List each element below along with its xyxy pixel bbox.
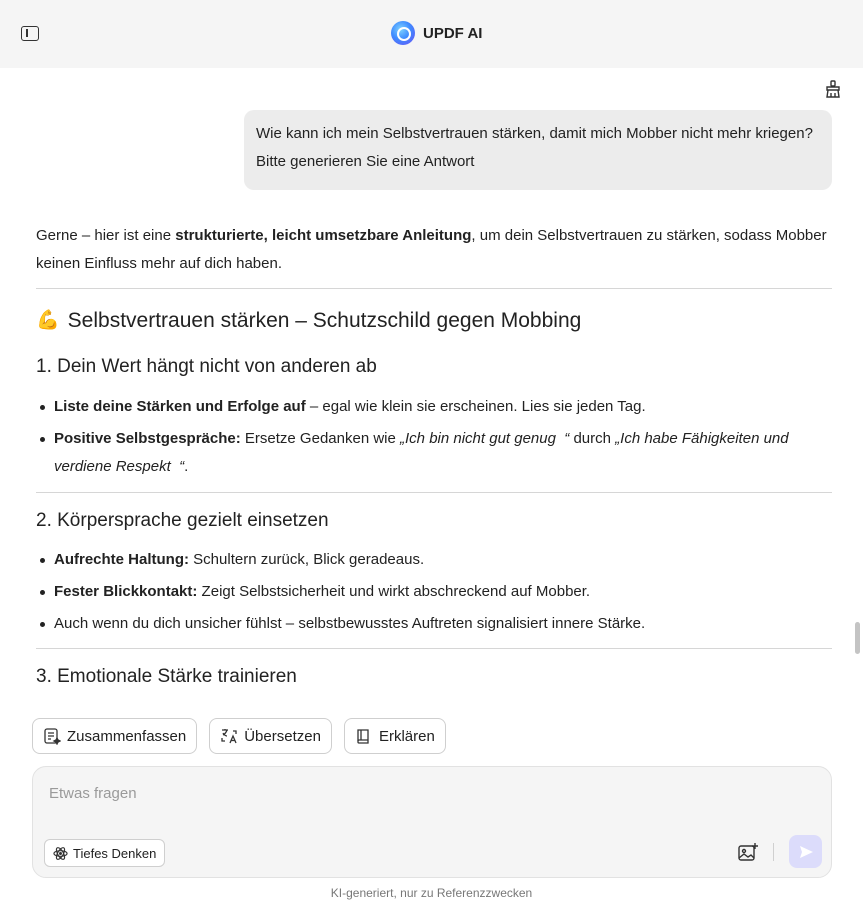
item-bold: Positive Selbstgespräche:: [54, 430, 241, 447]
sidebar-toggle-icon[interactable]: [21, 26, 39, 41]
user-message-line: Wie kann ich mein Selbstvertrauen stärken, damit mich Mobber nicht mehr kriegen?: [256, 125, 813, 142]
separator: [773, 843, 774, 861]
updf-logo-icon: [391, 21, 415, 45]
heading-text: Selbstvertrauen stärken – Schutzschild gegen Mobbing: [67, 309, 582, 332]
atom-icon: [53, 846, 68, 861]
divider: [36, 288, 832, 289]
app-header: [0, 0, 863, 68]
list-item: [36, 546, 832, 574]
book-icon: [355, 727, 373, 745]
item-text: durch: [569, 430, 616, 447]
item-quote: „Ich habe Fähigkeiten und verdiene Respekt “: [54, 430, 789, 475]
section-title: 2. Körpersprache gezielt einsetzen: [36, 510, 329, 531]
translate-button[interactable]: [209, 718, 332, 754]
app-title: UPDF AI: [423, 24, 483, 42]
item-text: .: [184, 458, 189, 475]
intro-text: , um dein Selbstvertrauen zu stärken, sodass Mobber keinen Einfluss mehr auf dich haben.: [36, 227, 827, 272]
bullet-list: [36, 546, 832, 638]
item-bold: Fester Blickkontakt:: [54, 583, 198, 600]
explain-button[interactable]: [344, 718, 446, 754]
ask-input[interactable]: [49, 785, 809, 825]
translate-label: Übersetzen: [244, 727, 321, 745]
item-bold: Liste deine Stärken und Erfolge auf: [54, 398, 306, 415]
list-item: [36, 425, 832, 481]
explain-label: Erklären: [378, 727, 435, 745]
section-title: 3. Emotionale Stärke trainieren: [36, 666, 297, 687]
summarize-label: Zusammenfassen: [67, 727, 187, 745]
section-title: 1. Dein Wert hängt nicht von anderen ab: [36, 356, 377, 377]
quick-actions: [32, 718, 446, 754]
translate-icon: [220, 727, 238, 745]
scrollbar-thumb[interactable]: [855, 622, 860, 654]
item-text: Ersetze Gedanken wie: [240, 430, 401, 447]
answer-heading: [36, 306, 832, 336]
item-bold: Aufrechte Haltung:: [54, 551, 189, 568]
list-item: [36, 578, 832, 606]
disclaimer: KI-generiert, nur zu Referenzzwecken: [330, 886, 533, 900]
user-message-line: Bitte generieren Sie eine Antwort: [256, 153, 475, 170]
item-text: Zeigt Selbstsicherheit und wirkt abschreckend auf Mobber.: [197, 583, 591, 600]
image-upload-icon[interactable]: [737, 841, 759, 863]
send-button[interactable]: [789, 835, 822, 868]
list-item: [36, 610, 832, 638]
summarize-button[interactable]: [32, 718, 197, 754]
deep-thinking-label: Tiefes Denken: [73, 845, 157, 861]
divider: [36, 492, 832, 493]
item-text: – egal wie klein sie erscheinen. Lies sie jeden Tag.: [305, 398, 646, 415]
item-text: Schultern zurück, Blick geradeaus.: [189, 551, 425, 568]
list-item: [36, 393, 832, 421]
clear-chat-broom-icon[interactable]: [824, 80, 842, 98]
flexed-biceps-emoji-icon: 💪: [36, 310, 60, 331]
deep-thinking-toggle[interactable]: [44, 839, 165, 867]
intro-bold-text: strukturierte, leicht umsetzbare Anleitung: [175, 227, 472, 244]
message-composer: [32, 766, 832, 878]
divider: [36, 648, 832, 649]
ai-answer: [36, 222, 832, 691]
item-text: Auch wenn du dich unsicher fühlst – selbstbewusstes Auftreten signalisiert innere Stärke.: [54, 615, 646, 632]
intro-text: Gerne – hier ist eine: [36, 227, 176, 244]
user-message-bubble: [244, 110, 832, 190]
bullet-list: [36, 393, 832, 481]
brand: [391, 21, 482, 45]
summarize-icon: [43, 727, 61, 745]
answer-intro: [36, 222, 832, 278]
send-arrow-icon: [798, 844, 814, 860]
item-quote: „Ich bin nicht gut genug “: [400, 430, 570, 447]
